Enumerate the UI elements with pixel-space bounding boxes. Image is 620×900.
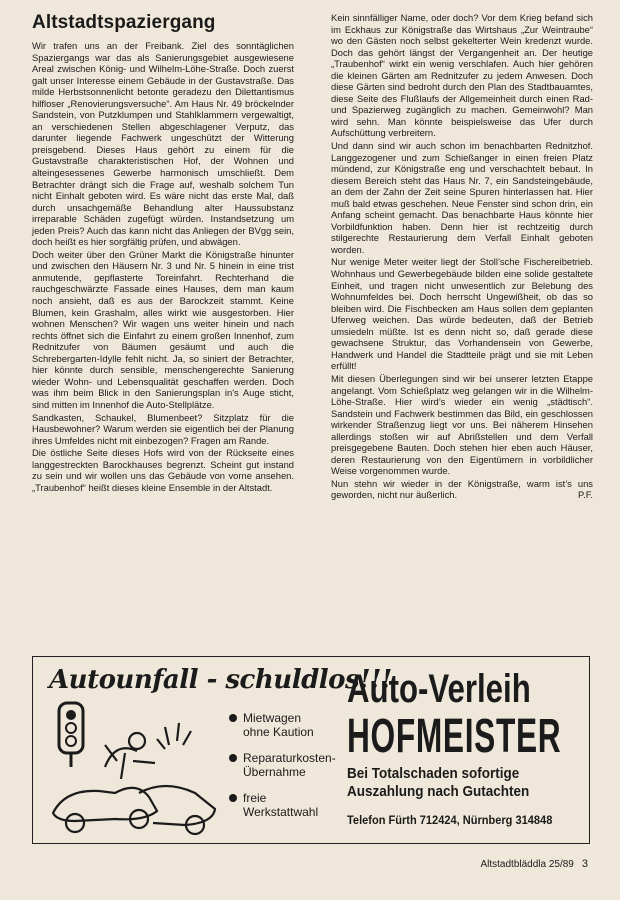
- paragraph: Doch weiter über den Grüner Markt die Königstraße hinunter und zwischen den Häusern Nr. 3 und Nr. 5 hinein in eine trist anmutende, gepflasterte Toreinfahrt. Rechterhand die rauchgeschwärzte Fassade eines Hauses, dem man kaum noch ansieht, daß es aus der Barockzeit stammt. Keine Blumen, kein Grashalm, alles wirkt wie ausgestorben. Hier wohnen Menschen? Wir wagen uns weiter hinein und nach rechts öffnet sich die Einfahrt zu einem großen Innenhof, zum Rednitzufer von Bäumen gesäumt und auch die Schrebergarten-Idylle fehlt nicht. Ja, so siniert der Betrachter, hier könnte durch sensible, menschengerechte Sanierung wieder Wohn- und Lebensqualität geschaffen werden. Doch was ihm beim Blick in den Sanierungsplan in's Auge sticht, sind mitten im Innenhof die Auto-Stellplätze.: [32, 248, 294, 410]
- paragraph: Wir trafen uns an der Freibank. Ziel des sonntäglichen Spaziergangs war das als Sanierungsgebiet ausgewiesene Areal zwischen König- und Wilhelm-Löhe-Straße. Doch zuerst galt unser Interesse einem Gebäude in der Gustavstraße. Das milde Herbstsonnenlicht betonte geradezu den Dilettantismus hilfloser „Renovierungsversuche“. Am Haus Nr. 49 bröckelnder Sandstein, von Putzklumpen und Stahlklammern vergewaltigt, an verschiedenen Stellen abgeschlagener Verputz, das darunter liegende Fachwerk ungeschützt der Witterung preisgebend. Dieses Haus gehört zu einem für die Gustavstraße charakteristischen Hof, der Wohnen und alteingesessenes Gewerbe harmonisch umschließt. Dem Betrachter drängt sich die Frage auf, weshalb solchem Tun nicht Einhalt geboten wird. Es wäre nicht das erste Mal, daß durch unsachgemäße Behandlung alter Haussubstanz irreparable Schäden zugefügt würden. Instandsetzung um jeden Preis? Auch das kann nicht das Anliegen der BVgg sein, doch heißt es hier sorgfältig prüfen, und abwägen.: [32, 40, 294, 248]
- ad-brand-line1: Auto-Verleih: [347, 667, 531, 711]
- ad-brand-name: HOFMEISTER: [347, 710, 562, 763]
- closing-sentence: Nun stehn wir wieder in der Königstraße, warm ist’s uns geworden, nicht nur äußerlich.: [331, 477, 593, 501]
- article-column-right: [331, 12, 593, 502]
- paragraph: Mit diesen Überlegungen sind wir bei unserer letzten Etappe angelangt. Vom Schießplatz weg gelangen wir in die Wilhelm-Löhe-Straße. Hier wird’s wieder ein wenig „städtisch“. Sandstein und Fachwerk bestimmen das Bild, ein geschlossen wirkender Straßenzug liegt vor uns. Bei näherem Hinsehen allerdings stoßen wir auf Abrißstellen und dem Verfall preisgegebene Bauten. Doch stehen hier eben auch Häuser, deren Restaurierung von den Eigentümern in vorbildlicher Weise vorgenommen wurde.: [331, 372, 593, 477]
- paragraph: Die östliche Seite dieses Hofs wird von der Rückseite eines langgestreckten Barockhauses begrenzt. Scheint gut instand zu sein und wir wollen uns das Gebäude von vorne ansehen. „Traubenhof“ heißt dieses kleine Ensemble in der Altstadt.: [32, 447, 294, 493]
- crash-cartoon-illustration: [45, 701, 223, 837]
- bullet-icon: [229, 794, 237, 802]
- bullet-icon: [229, 754, 237, 762]
- paragraph: Nur wenige Meter weiter liegt der Stoll’sche Fischereibetrieb. Wohnhaus und Gewerbegebäude bilden eine solide gestaltete Einheit, und tragen nicht unwesentlich zur Belebung des Wohnumfeldes bei. Doch herrscht Ungewißheit, ob das so bleiben wird. Die Fischbecken am Haus sollen dem geplanten Uferweg weichen. Das würde bedeuten, daß der Betrieb umsiedeln müßte. Ist es denn nicht so, daß gerade diese gewachsene Struktur, das Vorhandensein von Gewerbe, Handwerk und Handel die Stadtteile prägt und sie mit Leben erfüllt!: [331, 256, 593, 372]
- ad-feature-list: [229, 711, 336, 831]
- publication-name: Altstadtbläddla 25/89: [480, 859, 574, 870]
- feature-item: Mietwagen ohne Kaution: [229, 711, 336, 739]
- article-title: Altstadtspaziergang: [32, 12, 216, 33]
- author-signature: P.F.: [578, 489, 593, 501]
- paragraph: [331, 478, 593, 501]
- paragraph: Sandkasten, Schaukel, Blumenbeet? Sitzplatz für die Hausbewohner? Warum werden sie eigentlich bei der Planung ihres Umfeldes nicht mit einbezogen? Fragen am Rande.: [32, 411, 294, 446]
- ad-headline: Autounfall - schuldlos!!!: [49, 665, 392, 695]
- traffic-light-icon: [59, 703, 83, 767]
- paragraph: Und dann sind wir auch schon im benachbarten Rednitzhof. Langgezogener und zum Schießanger in einen freien Platz mündend, zur Königstraße eng und verschachtelt bebaut. In diesem Bereich steht das Haus Nr. 7, ein Sandsteingebäude, an dem der Zahn der Zeit seine Spuren hinterlassen hat. Hier muß bald etwas geschehen. Neue Fenster sind schon drin, ein Anfang scheint gemacht. Das benachbarte Haus könnte hier Vorbildfunktion haben. Denn hier ist rechtzeitig durch stilgerechte Restaurierung dem Verfall Einhalt geboten worden.: [331, 140, 593, 255]
- article-column-left: [32, 40, 294, 494]
- feature-item: Reparaturkosten- Übernahme: [229, 751, 336, 779]
- page-number: 3: [581, 858, 588, 870]
- ad-phone-numbers: Telefon Fürth 712424, Nürnberg 314848: [347, 813, 553, 827]
- advertisement-box: [32, 656, 590, 844]
- bullet-icon: [229, 714, 237, 722]
- page-footer: [480, 858, 588, 870]
- feature-item: freie Werkstattwahl: [229, 791, 336, 819]
- crashed-car-icon: [53, 723, 215, 834]
- ad-slogan: Bei Totalschaden sofortige Auszahlung nach Gutachten: [347, 765, 530, 800]
- paragraph: Kein sinnfälliger Name, oder doch? Vor dem Krieg befand sich im Eckhaus zur Königstraße das Wirtshaus „Zur Weintraube“ wo den Gästen noch selbst gekelterter Wein kredenzt wurde. Doch das gehört längst der Vergangenheit an. Der heutige „Traubenhof“ wirkt ein wenig verschlafen. Auch hier gehören die kleinen Gärten am Rednitzufer zu jedem Anwesen. Doch diese Gärten sind bedroht durch den Plan des Stadtbauamtes, diese Seite des Flußlaufs der Allgemeinheit durch einen Rad- und Spazierweg zugänglich zu machen. Gemeinwohl? Man wird sehn. Man könnte beispielsweise das Ufer durch Aufschüttung verbreitern.: [331, 12, 593, 139]
